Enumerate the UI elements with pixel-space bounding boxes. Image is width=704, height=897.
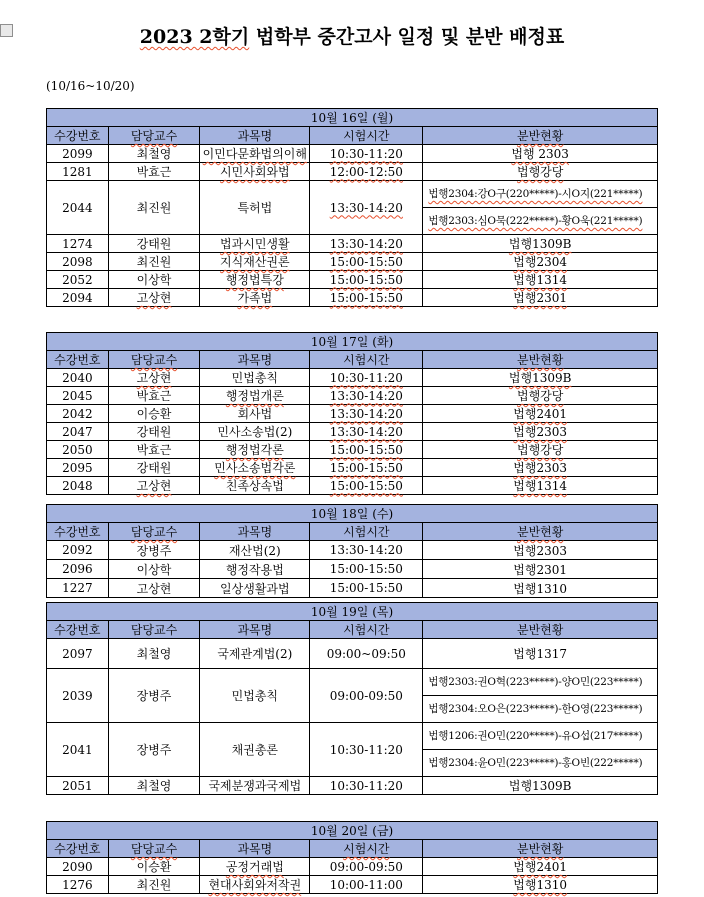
cell-room: 법행강당: [423, 163, 658, 181]
schedule-row: [47, 163, 658, 181]
column-header: 수강번호: [47, 523, 109, 541]
cell-subject: 회사법: [200, 405, 310, 423]
schedule-row: [47, 459, 658, 477]
cell-subject: 민사소송법(2): [200, 423, 310, 441]
column-header-row: [47, 840, 658, 858]
cell-room: [423, 181, 658, 235]
schedule-row: [47, 560, 658, 579]
cell-course-no: 1227: [47, 579, 109, 598]
day-band-row: [47, 603, 658, 621]
cell-room: 법행1309B: [423, 369, 658, 387]
cell-exam-time: 15:00-15:50: [310, 579, 423, 598]
column-header: 분반현황: [423, 351, 658, 369]
schedule-row: [47, 289, 658, 307]
title-semester: 2023 2학기: [139, 26, 250, 48]
corner-artifact: [0, 24, 13, 37]
room-assignment-line: 법행2303:권O혁(223*****)-양O민(223*****): [423, 669, 657, 696]
cell-course-no: 1276: [47, 876, 109, 894]
cell-room: 법행1309B: [423, 235, 658, 253]
column-header: 수강번호: [47, 840, 109, 858]
day-band: 10월 18일 (수): [47, 505, 658, 523]
cell-exam-time: 13:30-14:20: [310, 541, 423, 560]
cell-subject: 행정법개론: [200, 387, 310, 405]
cell-professor: 고상현: [108, 289, 200, 307]
cell-professor: 이상학: [108, 560, 200, 579]
date-range: (10/16~10/20): [46, 79, 135, 93]
column-header: 시험시간: [310, 840, 423, 858]
cell-exam-time: 13:30-14:20: [310, 235, 423, 253]
schedule-row: [47, 639, 658, 669]
cell-course-no: 2099: [47, 145, 109, 163]
cell-exam-time: 12:00-12:50: [310, 163, 423, 181]
schedule-row: [47, 181, 658, 235]
cell-course-no: 1281: [47, 163, 109, 181]
day-table: [46, 602, 658, 795]
column-header: 수강번호: [47, 351, 109, 369]
document-page: [0, 24, 704, 897]
cell-room: [423, 669, 658, 723]
cell-room: 법행2303: [423, 423, 658, 441]
cell-professor: 박효근: [108, 163, 200, 181]
cell-professor: 이승환: [108, 405, 200, 423]
room-assignment-line: 법행1206:권O민(220*****)-유O섭(217*****): [423, 723, 657, 750]
cell-exam-time: 13:30-14:20: [310, 405, 423, 423]
cell-exam-time: 10:30-11:20: [310, 777, 423, 795]
page-title: [0, 24, 704, 51]
cell-course-no: 2048: [47, 477, 109, 495]
column-header: 담당교수: [108, 127, 200, 145]
cell-subject: 국제분쟁과국제법: [200, 777, 310, 795]
column-header: 분반현황: [423, 621, 658, 639]
cell-professor: 최진원: [108, 253, 200, 271]
day-table: [46, 108, 658, 307]
column-header: 분반현황: [423, 840, 658, 858]
cell-room: 법행2301: [423, 560, 658, 579]
cell-course-no: 2090: [47, 858, 109, 876]
schedule-row: [47, 405, 658, 423]
cell-subject: 이민다문화법의이해: [200, 145, 310, 163]
column-header-row: [47, 127, 658, 145]
schedule-row: [47, 669, 658, 723]
day-band-row: [47, 822, 658, 840]
cell-professor: 장병주: [108, 723, 200, 777]
cell-professor: 고상현: [108, 579, 200, 598]
room-assignment-line: 법행2304:강O구(220*****)-시O지(221*****): [423, 181, 657, 208]
cell-room: 법행2401: [423, 405, 658, 423]
column-header: 담당교수: [108, 351, 200, 369]
cell-course-no: 2041: [47, 723, 109, 777]
cell-room: 법행1310: [423, 876, 658, 894]
cell-exam-time: 10:30-11:20: [310, 369, 423, 387]
cell-professor: 고상현: [108, 477, 200, 495]
day-band-row: [47, 333, 658, 351]
day-table: [46, 821, 658, 894]
cell-exam-time: 09:00-09:50: [310, 858, 423, 876]
column-header: 과목명: [200, 127, 310, 145]
column-header: 담당교수: [108, 621, 200, 639]
cell-room: 법행1314: [423, 271, 658, 289]
schedule-row: [47, 423, 658, 441]
schedule-row: [47, 876, 658, 894]
cell-exam-time: 15:00-15:50: [310, 459, 423, 477]
cell-subject: 공정거래법: [200, 858, 310, 876]
cell-room: 법행 2303: [423, 145, 658, 163]
column-header-row: [47, 351, 658, 369]
cell-subject: 민법총칙: [200, 369, 310, 387]
cell-professor: 고상현: [108, 369, 200, 387]
cell-room: [423, 723, 658, 777]
cell-exam-time: 15:00-15:50: [310, 441, 423, 459]
cell-course-no: 2095: [47, 459, 109, 477]
cell-subject: 민법총칙: [200, 669, 310, 723]
cell-exam-time: 10:30-11:20: [310, 723, 423, 777]
schedule-row: [47, 369, 658, 387]
column-header-row: [47, 621, 658, 639]
cell-subject: 일상생활과법: [200, 579, 310, 598]
cell-room: 법행강당: [423, 441, 658, 459]
cell-subject: 민사소송법각론: [200, 459, 310, 477]
cell-room: 법행1310: [423, 579, 658, 598]
cell-course-no: 2092: [47, 541, 109, 560]
cell-professor: 강태원: [108, 423, 200, 441]
cell-course-no: 2042: [47, 405, 109, 423]
cell-room: 법행2303: [423, 459, 658, 477]
cell-exam-time: 10:00-11:00: [310, 876, 423, 894]
column-header: 과목명: [200, 523, 310, 541]
schedule-row: [47, 477, 658, 495]
room-assignment-line: 법행2304:오O은(223*****)-한O영(223*****): [428, 703, 643, 715]
day-band: 10월 19일 (목): [47, 603, 658, 621]
day-band: 10월 20일 (금): [47, 822, 658, 840]
cell-subject: 친족상속법: [200, 477, 310, 495]
cell-course-no: 2039: [47, 669, 109, 723]
cell-exam-time: 10:30-11:20: [310, 145, 423, 163]
cell-subject: 특허법: [200, 181, 310, 235]
schedule-row: [47, 253, 658, 271]
cell-subject: 행정법특강: [200, 271, 310, 289]
column-header: 시험시간: [310, 127, 423, 145]
cell-subject: 법과시민생활: [200, 235, 310, 253]
cell-subject: 지식재산권론: [200, 253, 310, 271]
cell-professor: 최진원: [108, 181, 200, 235]
schedule-row: [47, 441, 658, 459]
cell-subject: 현대사회와저작권: [200, 876, 310, 894]
day-table: [46, 332, 658, 495]
cell-subject: 재산법(2): [200, 541, 310, 560]
cell-professor: 이승환: [108, 858, 200, 876]
room-assignment-line: 법행2304:윤O민(223*****)-홍O빈(222*****): [428, 757, 643, 769]
cell-course-no: 2044: [47, 181, 109, 235]
column-header: 과목명: [200, 351, 310, 369]
cell-exam-time: 09:00-09:50: [310, 669, 423, 723]
schedule-row: [47, 541, 658, 560]
cell-room: 법행2303: [423, 541, 658, 560]
cell-course-no: 2096: [47, 560, 109, 579]
cell-room: 법행2304: [423, 253, 658, 271]
cell-exam-time: 13:30-14:20: [310, 423, 423, 441]
cell-room: 법행2301: [423, 289, 658, 307]
cell-professor: 박효근: [108, 441, 200, 459]
cell-course-no: 2098: [47, 253, 109, 271]
column-header: 분반현황: [423, 523, 658, 541]
cell-course-no: 2045: [47, 387, 109, 405]
cell-exam-time: 15:00-15:50: [310, 271, 423, 289]
cell-course-no: 1274: [47, 235, 109, 253]
cell-course-no: 2094: [47, 289, 109, 307]
schedule-row: [47, 777, 658, 795]
cell-course-no: 2040: [47, 369, 109, 387]
column-header: 수강번호: [47, 621, 109, 639]
schedule-row: [47, 579, 658, 598]
column-header: 담당교수: [108, 840, 200, 858]
cell-subject: 채권총론: [200, 723, 310, 777]
cell-course-no: 2050: [47, 441, 109, 459]
cell-exam-time: 15:00-15:50: [310, 253, 423, 271]
cell-exam-time: 13:30-14:20: [310, 181, 423, 235]
cell-professor: 장병주: [108, 669, 200, 723]
room-assignment-line: 법행2303:심O묵(222*****)-황O욱(221*****): [428, 215, 643, 227]
cell-course-no: 2051: [47, 777, 109, 795]
cell-professor: 최철영: [108, 777, 200, 795]
cell-exam-time: 15:00-15:50: [310, 477, 423, 495]
column-header: 시험시간: [310, 621, 423, 639]
day-table: [46, 504, 658, 598]
cell-professor: 박효근: [108, 387, 200, 405]
cell-exam-time: 15:00-15:50: [310, 289, 423, 307]
day-band-row: [47, 109, 658, 127]
column-header: 담당교수: [108, 523, 200, 541]
title-rest: 법학부 중간고사 일정 및 분반 배정표: [249, 26, 565, 48]
column-header: 과목명: [200, 621, 310, 639]
cell-professor: 최철영: [108, 639, 200, 669]
cell-room: 법행1317: [423, 639, 658, 669]
cell-professor: 장병주: [108, 541, 200, 560]
cell-exam-time: 13:30-14:20: [310, 387, 423, 405]
cell-course-no: 2047: [47, 423, 109, 441]
schedule-row: [47, 145, 658, 163]
column-header: 분반현황: [423, 127, 658, 145]
day-band: 10월 17일 (화): [47, 333, 658, 351]
column-header: 시험시간: [310, 351, 423, 369]
cell-professor: 최진원: [108, 876, 200, 894]
cell-course-no: 2097: [47, 639, 109, 669]
cell-room: 법행1314: [423, 477, 658, 495]
cell-professor: 최철영: [108, 145, 200, 163]
column-header: 과목명: [200, 840, 310, 858]
cell-subject: 국제관계법(2): [200, 639, 310, 669]
cell-professor: 강태원: [108, 235, 200, 253]
schedule-row: [47, 858, 658, 876]
cell-subject: 시민사회와법: [200, 163, 310, 181]
column-header: 수강번호: [47, 127, 109, 145]
day-band-row: [47, 505, 658, 523]
cell-subject: 행정작용법: [200, 560, 310, 579]
cell-professor: 이상학: [108, 271, 200, 289]
schedule-tables: [0, 108, 704, 894]
schedule-row: [47, 271, 658, 289]
cell-subject: 가족법: [200, 289, 310, 307]
cell-room: 법행2401: [423, 858, 658, 876]
cell-professor: 강태원: [108, 459, 200, 477]
schedule-row: [47, 387, 658, 405]
cell-subject: 행정법각론: [200, 441, 310, 459]
cell-exam-time: 09:00~09:50: [310, 639, 423, 669]
schedule-row: [47, 235, 658, 253]
day-band: 10월 16일 (월): [47, 109, 658, 127]
column-header-row: [47, 523, 658, 541]
cell-exam-time: 15:00-15:50: [310, 560, 423, 579]
cell-course-no: 2052: [47, 271, 109, 289]
cell-room: 법행강당: [423, 387, 658, 405]
cell-room: 법행1309B: [423, 777, 658, 795]
column-header: 시험시간: [310, 523, 423, 541]
schedule-row: [47, 723, 658, 777]
